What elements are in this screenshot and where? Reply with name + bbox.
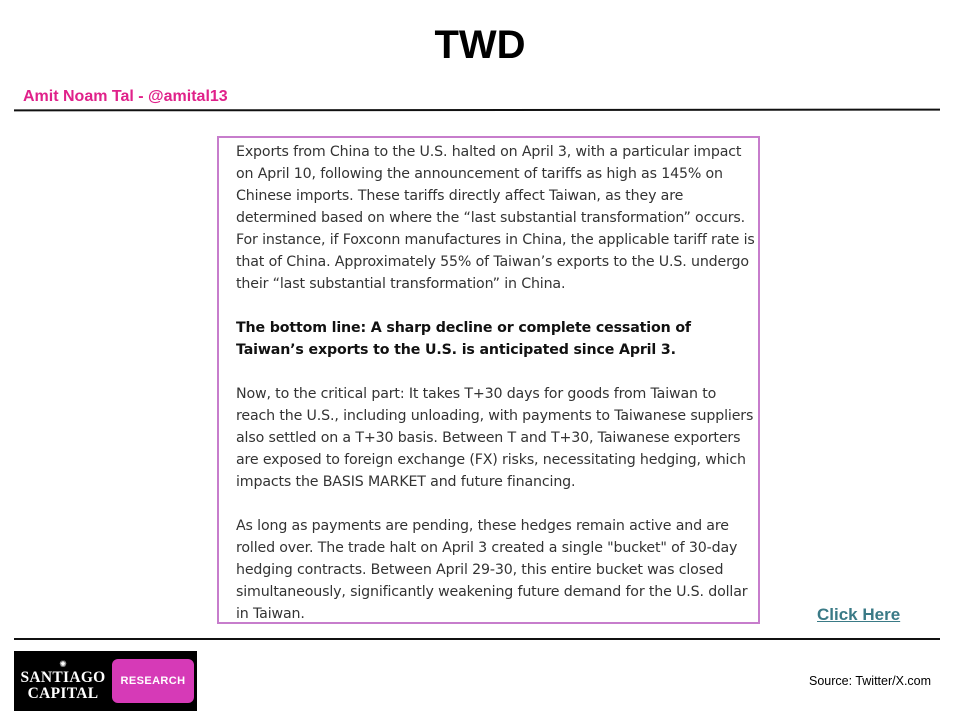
quoted-post-text <box>236 141 756 625</box>
quote-paragraph-4: As long as payments are pending, these hedges remain active and are rolled over. The trade halt on April 3 created a single "bucket" of 30-day hedging contracts. Between April 29-30, this entire bucket was closed simultaneously, significantly weakening future demand for the U.S. dollar in Taiwan. <box>236 518 748 622</box>
santiago-capital-logo <box>14 651 197 711</box>
quote-paragraph-bottom-line: The bottom line: A sharp decline or complete cessation of Taiwan’s exports to the U.S. is anticipated since April 3. <box>236 320 691 358</box>
bottom-divider <box>14 638 940 640</box>
quoted-post-box <box>217 136 760 624</box>
logo-research-badge <box>112 659 194 703</box>
quote-paragraph-3: Now, to the critical part: It takes T+30 days for goods from Taiwan to reach the U.S., including unloading, with payments to Taiwanese suppliers also settled on a T+30 basis. Between T and T+30, Taiwanese exporters are exposed to foreign exchange (FX) risks, necessitating hedging, which impacts the BASIS MARKET and future financing. <box>236 386 754 490</box>
logo-emblem-icon: ✺ <box>59 659 67 669</box>
quote-paragraph-1: Exports from China to the U.S. halted on April 3, with a particular impact on April 10, following the announcement of tariffs as high as 145% on Chinese imports. These tariffs directly affect Taiwan, as they are determined based on where the “last substantial transformation” occurs. For instance, if Foxconn manufactures in China, the applicable tariff rate is that of China. Approximately 55% of Taiwan’s exports to the U.S. undergo their “last substantial transformation” in China. <box>236 144 755 292</box>
logo-name-line1: SANTIAGO <box>20 669 106 686</box>
top-divider <box>14 109 940 112</box>
author-byline: Amit Noam Tal - @amital13 <box>23 88 228 105</box>
logo-name-line2: CAPITAL <box>27 685 99 702</box>
page-title: TWD <box>434 23 526 67</box>
click-here-link[interactable]: Click Here <box>817 605 901 624</box>
source-credit: Source: Twitter/X.com <box>809 674 932 688</box>
logo-wordmark <box>14 651 112 711</box>
logo-research-label: RESEARCH <box>120 675 186 687</box>
